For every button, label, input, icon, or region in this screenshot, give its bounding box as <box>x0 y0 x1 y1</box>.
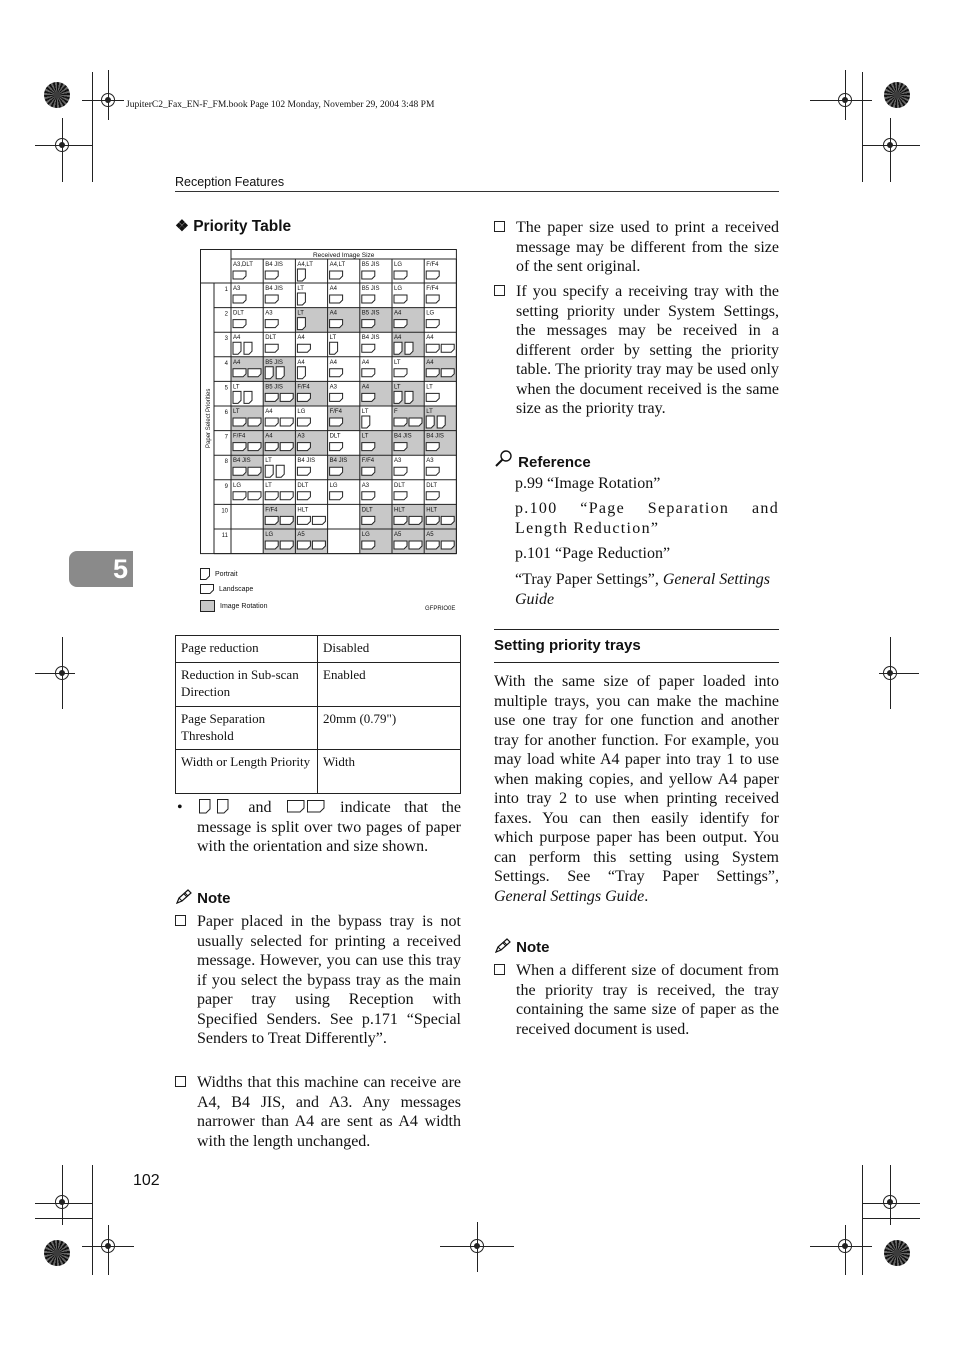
section-title: Setting priority trays <box>494 637 641 654</box>
tray-size-label: A4 <box>361 359 370 366</box>
priority-number: 1 <box>224 287 228 293</box>
received-size-icon <box>362 271 375 279</box>
tray-size-label: F/F4 <box>329 409 342 415</box>
received-size-label: A4,LT <box>297 262 313 268</box>
tray-orientation-icon <box>362 320 375 328</box>
tray-orientation-icon <box>265 492 293 500</box>
priority-table-title: Priority Table <box>193 218 292 235</box>
tray-size-label: A4 <box>297 335 305 342</box>
tray-orientation-icon <box>426 320 439 328</box>
note-heading-right: Note <box>494 938 550 956</box>
setting-value: Enabled <box>318 663 461 707</box>
tray-orientation-icon <box>330 342 338 354</box>
tray-size-label: A4 <box>329 286 337 292</box>
priority-number: 8 <box>224 459 228 466</box>
received-size-label: B4 JIS <box>265 262 283 268</box>
tray-size-label: F <box>394 409 398 415</box>
tray-size-label: A4 <box>426 359 434 366</box>
figure-code: GFPRIO0E <box>425 606 456 612</box>
tray-orientation-icon <box>394 295 407 303</box>
tray-size-label: B4 JIS <box>329 458 348 465</box>
tray-size-label: DLT <box>233 310 244 317</box>
running-head: Reception Features <box>175 175 285 189</box>
tray-orientation-icon <box>426 295 439 303</box>
tray-orientation-icon <box>265 295 278 303</box>
reference-line: p.101 “Page Reduction” <box>515 545 671 562</box>
received-size-label: LG <box>394 262 403 268</box>
checkbox-icon <box>175 915 186 926</box>
tray-size-label: A3 <box>361 482 370 489</box>
priority-number: 10 <box>221 508 228 515</box>
tray-orientation-icon <box>394 492 407 500</box>
section-rule-top <box>494 629 779 630</box>
tray-size-label: A4 <box>329 310 337 317</box>
tray-orientation-icon <box>297 393 310 401</box>
tray-size-label: DLT <box>426 482 438 489</box>
tray-orientation-icon <box>297 467 310 475</box>
tray-size-label: B5 JIS <box>265 384 283 391</box>
tray-size-label: LT <box>265 482 272 489</box>
tray-orientation-icon <box>330 393 343 401</box>
tray-orientation-icon <box>362 516 375 524</box>
tray-size-label: B5 JIS <box>265 359 283 366</box>
setting-value: Disabled <box>318 636 461 663</box>
setting-name: Reduction in Sub-scan Direction <box>176 663 318 707</box>
checkbox-icon <box>494 285 505 296</box>
tray-orientation-icon <box>297 492 310 500</box>
tray-size-label: HLT <box>394 507 405 514</box>
tray-orientation-icon <box>233 492 261 500</box>
received-image-size-label: Received Image Size <box>312 252 375 259</box>
tray-orientation-icon <box>426 344 454 352</box>
tray-orientation-icon <box>426 393 439 401</box>
landscape-pair-icon <box>285 800 327 813</box>
tray-size-label: A4 <box>394 335 402 342</box>
received-size-label: A3,DLT <box>233 262 253 268</box>
tray-size-label: A4 <box>329 359 337 366</box>
tray-size-label: A5 <box>394 532 402 538</box>
tray-orientation-icon <box>426 443 439 451</box>
priority-number: 9 <box>224 483 228 490</box>
tray-size-label: A3 <box>265 310 273 317</box>
reference-line: p.100 “Page Separation and Length Reduction” <box>515 500 779 537</box>
reference-heading: Reference <box>494 450 591 471</box>
tray-orientation-icon <box>297 344 310 352</box>
tray-size-label: LT <box>329 335 337 342</box>
tray-size-label: B4 JIS <box>426 433 444 440</box>
tray-orientation-icon <box>394 369 407 377</box>
tray-size-label: B4 JIS <box>233 458 251 465</box>
tray-orientation-icon <box>330 418 343 426</box>
bullet-dot: • <box>177 799 183 816</box>
setting-value: Width <box>318 750 461 794</box>
priority-number: 6 <box>224 410 228 416</box>
tray-size-label: LG <box>265 532 274 538</box>
tray-orientation-icon <box>297 443 310 451</box>
tray-orientation-icon <box>394 467 407 475</box>
tray-orientation-icon <box>297 293 305 305</box>
tray-orientation-icon <box>330 467 343 475</box>
section-rule-bottom <box>494 662 779 663</box>
table-row <box>176 663 461 707</box>
tray-orientation-icon <box>362 369 375 377</box>
reference-line: p.99 “Image Rotation” <box>515 475 661 492</box>
tray-size-label: F/F4 <box>265 507 278 514</box>
setting-name: Width or Length Priority <box>176 750 318 794</box>
magnifier-icon <box>494 450 514 471</box>
tray-size-label: A3 <box>426 458 434 465</box>
tray-orientation-icon <box>362 467 375 475</box>
received-size-icon <box>394 271 407 279</box>
setting-name: Page Separation Threshold <box>176 707 318 750</box>
tray-orientation-icon <box>233 320 246 328</box>
priority-number: 11 <box>221 533 228 539</box>
note-item: Widths that this machine can receive are A4, B4 JIS, and A3. Any messages narrower than A4 are sent as A4 width with the length unchanged. <box>175 1073 461 1151</box>
tray-orientation-icon <box>330 369 343 377</box>
tray-size-label: DLT <box>297 482 309 489</box>
tray-orientation-icon <box>297 418 310 426</box>
received-size-label: F/F4 <box>426 262 439 268</box>
priority-number: 2 <box>224 311 228 318</box>
table-row <box>176 636 461 663</box>
checkbox-icon <box>494 221 505 232</box>
tray-size-label: LT <box>426 409 433 415</box>
tray-orientation-icon <box>297 318 305 330</box>
tray-size-label: A4 <box>233 335 241 342</box>
tray-orientation-icon <box>297 516 325 524</box>
tray-orientation-icon <box>265 418 293 426</box>
tray-orientation-icon <box>394 320 407 328</box>
tray-size-label: A3 <box>233 286 241 292</box>
received-size-icon <box>426 271 439 279</box>
split-pages-bullet <box>175 798 461 857</box>
header-rule <box>175 191 779 192</box>
tray-size-label: LT <box>361 433 369 440</box>
checkbox-icon <box>494 964 505 975</box>
tray-size-label: A4 <box>233 359 241 366</box>
tray-size-label: DLT <box>265 335 277 342</box>
note-item: When a different size of document from the priority tray is received, the tray containing the same size of paper as the received document is used. <box>494 961 779 1039</box>
right-item: The paper size used to print a received message may be different from the size of the sent original. <box>494 218 779 277</box>
tray-orientation-icon <box>362 492 375 500</box>
tray-orientation-icon <box>233 342 252 354</box>
tray-size-label: LG <box>394 286 403 292</box>
table-row <box>176 707 461 750</box>
tray-size-label: LT <box>394 359 401 366</box>
tray-size-label: HLT <box>426 507 438 514</box>
tray-size-label: A3 <box>329 384 337 391</box>
tray-size-label: LG <box>329 482 338 489</box>
tray-size-label: LG <box>426 310 435 317</box>
tray-size-label: A5 <box>426 532 434 538</box>
portrait-pair-icon <box>197 799 235 814</box>
tray-size-label: A4 <box>426 335 434 342</box>
received-size-icon <box>297 269 305 281</box>
tray-size-label: B4 JIS <box>361 335 380 342</box>
priority-number: 3 <box>224 336 228 343</box>
tray-orientation-icon <box>394 443 407 451</box>
tray-orientation-icon <box>362 443 375 451</box>
tray-orientation-icon <box>233 295 246 303</box>
tray-orientation-icon <box>330 443 343 451</box>
tray-orientation-icon <box>265 344 278 352</box>
tray-size-label: DLT <box>394 482 405 489</box>
tray-size-label: LT <box>361 409 369 415</box>
tray-size-label: B4 JIS <box>394 433 412 440</box>
tray-orientation-icon <box>426 467 439 475</box>
tray-size-label: B4 JIS <box>265 286 283 292</box>
checkbox-icon <box>175 1076 186 1087</box>
legend-portrait: Portrait <box>200 568 238 580</box>
tray-size-label: A4 <box>361 384 370 391</box>
paper-select-priorities-label: Paper Select Priorities <box>206 388 212 448</box>
portrait-icon <box>200 568 210 580</box>
tray-size-label: LT <box>426 384 433 391</box>
tray-size-label: LT <box>297 286 304 292</box>
priority-number: 4 <box>224 360 228 367</box>
tray-orientation-icon <box>265 320 278 328</box>
tray-orientation-icon <box>362 393 375 401</box>
tray-size-label: A4 <box>265 409 273 415</box>
tray-orientation-icon <box>362 344 375 352</box>
tray-size-label: LT <box>394 384 401 391</box>
priority-table-heading <box>175 217 291 236</box>
tray-size-label: F/F4 <box>361 458 375 465</box>
tray-size-label: LT <box>265 458 272 465</box>
tray-size-label: DLT <box>329 433 341 440</box>
tray-orientation-icon <box>330 295 343 303</box>
tray-size-label: B5 JIS <box>361 286 380 292</box>
received-size-icon <box>330 271 343 279</box>
settings-table <box>175 635 461 794</box>
tray-size-label: A4 <box>265 433 273 440</box>
priority-number: 5 <box>224 385 228 392</box>
right-item: If you specify a receiving tray with the setting priority under System Settings, the messages may be received in a different order by setting the priority table. The priority tray may be used only when the document received is the same size as the priority tray. <box>494 282 779 419</box>
priority-table-figure <box>200 249 458 559</box>
received-size-label: A4,LT <box>329 262 346 268</box>
tray-size-label: A3 <box>297 433 305 440</box>
tray-orientation-icon <box>330 492 343 500</box>
tray-orientation-icon <box>362 295 375 303</box>
reference-line: “Tray Paper Settings”, General Settings Guide <box>515 571 770 608</box>
tray-size-label: A4 <box>297 359 305 366</box>
tray-size-label: LG <box>233 482 242 489</box>
tray-size-label: LG <box>361 532 370 538</box>
tray-size-label: F/F4 <box>233 433 246 440</box>
received-size-icon <box>265 271 278 279</box>
tray-size-label: DLT <box>361 507 373 514</box>
tray-orientation-icon <box>362 416 370 428</box>
tray-size-label: A3 <box>394 458 402 465</box>
pencil-icon <box>494 938 512 956</box>
priority-number: 7 <box>224 434 228 441</box>
setting-name: Page reduction <box>176 636 318 663</box>
tray-size-label: LT <box>297 310 304 317</box>
section-paragraph: With the same size of paper loaded into multiple trays, you can make the machine use one tray for one function and another tray for another function. For example, you may load white A4 paper into tray 1 to use when making copies, and yellow A4 paper into tray 2 to use when printing received faxes. You can then easily identify for which purpose paper has been output. You can perform this setting using System Settings. See “Tray Paper Settings”, General Settings Guide. <box>494 673 779 905</box>
received-size-icon <box>233 271 246 279</box>
tray-size-label: LT <box>233 384 240 391</box>
tray-size-label: LT <box>233 409 240 415</box>
tray-size-label: F/F4 <box>297 384 310 391</box>
table-row <box>176 750 461 794</box>
file-info: JupiterC2_Fax_EN-F_FM.book Page 102 Monday, November 29, 2004 3:48 PM <box>126 100 435 110</box>
landscape-icon <box>200 584 214 594</box>
tray-orientation-icon <box>265 465 284 477</box>
setting-value: 20mm (0.79") <box>318 707 461 750</box>
note-item: Paper placed in the bypass tray is not usually selected for printing a received message. However, you can use this tray if you select the bypass tray as the main paper tray using Reception with Specified Senders. See p.171 “Special Senders to Treat Differently”. <box>175 912 461 1049</box>
bullet-text: indicate that the message is split over two pages of paper with the orientation and size shown. <box>197 799 462 855</box>
and-word: and <box>248 799 272 816</box>
tray-size-label: HLT <box>297 507 309 514</box>
tray-size-label: B4 JIS <box>297 458 316 465</box>
received-size-label: B5 JIS <box>361 262 380 268</box>
note-heading-left: Note <box>175 889 231 907</box>
tray-orientation-icon <box>297 367 305 379</box>
tray-size-label: LG <box>297 409 306 415</box>
tray-size-label: B5 JIS <box>361 310 380 317</box>
chapter-tab: 5 <box>69 551 133 587</box>
tray-size-label: F/F4 <box>426 286 439 292</box>
tray-orientation-icon <box>362 541 375 549</box>
tray-orientation-icon <box>233 391 252 403</box>
tray-size-label: A4 <box>394 310 402 317</box>
legend-image-rotation: Image Rotation <box>200 600 267 612</box>
page-number: 102 <box>133 1172 160 1189</box>
tray-orientation-icon <box>330 320 343 328</box>
tray-orientation-icon <box>426 492 439 500</box>
pencil-icon <box>175 889 193 907</box>
image-rotation-swatch <box>200 600 215 612</box>
tray-size-label: A5 <box>297 532 305 538</box>
diamond-icon: ❖ <box>175 218 189 235</box>
legend-landscape: Landscape <box>200 584 253 594</box>
